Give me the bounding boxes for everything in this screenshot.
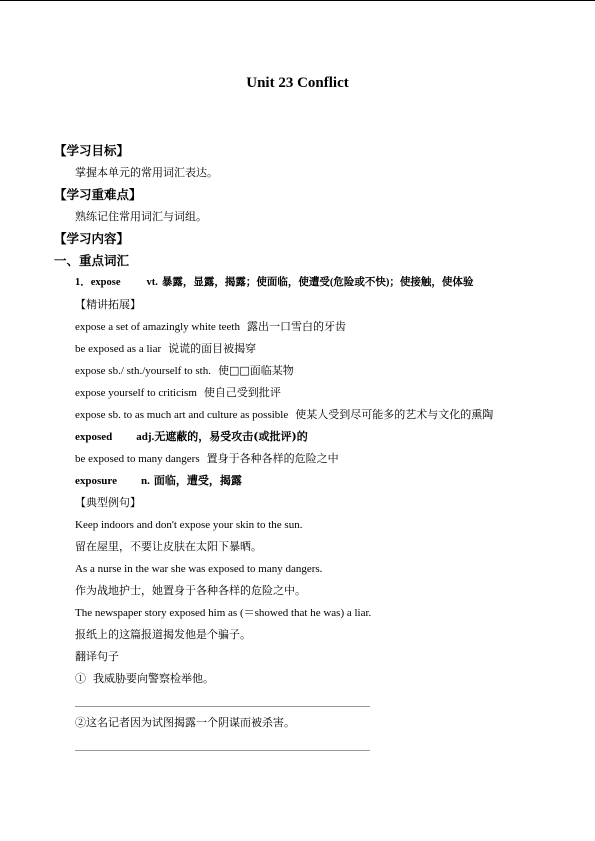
phrase-english: expose sb. to as much art and culture as possible: [75, 409, 289, 421]
examples-heading: 【典型例句】: [75, 496, 141, 509]
translate-item: [75, 716, 295, 730]
phrase-chinese: 使自己受到批评: [203, 386, 281, 399]
phrase-english: expose sb./ sth./yourself to sth.: [75, 365, 211, 377]
derived-meaning: 无遮蔽的，易受攻击(或批评)的: [154, 430, 308, 443]
derived-word: exposure: [75, 475, 117, 487]
key-points-heading: 【学习重难点】: [54, 187, 142, 202]
item-text: 我威胁要向警察检举他。: [93, 672, 214, 685]
derived-meaning: 面临，遭受，揭露: [153, 474, 242, 487]
part-of-speech: vt.: [146, 277, 158, 288]
item-number: ①: [75, 672, 86, 685]
phrase-chinese: 露出一口雪白的牙齿: [246, 320, 346, 333]
goals-heading: 【学习目标】: [54, 143, 130, 158]
translate-item: [75, 672, 214, 686]
phrase-line: [75, 342, 256, 356]
answer-blank-line[interactable]: [75, 706, 370, 707]
example-chinese: 作为战地护士，她置身于各种各样的危险之中。: [75, 584, 306, 597]
phrase-line: [75, 364, 294, 378]
item-text: 这名记者因为试图揭露一个阴谋而被杀害。: [86, 716, 295, 729]
phrase-english: expose yourself to criticism: [75, 387, 197, 399]
word-entry-expose: [75, 276, 473, 290]
example-chinese: 报纸上的这篇报道揭发他是个骗子。: [75, 628, 251, 641]
phrase-chinese: 置身于各种各样的危险之中: [206, 452, 339, 465]
phrase-chinese: 说谎的面目被揭穿: [168, 342, 257, 355]
phrase-line: [75, 320, 346, 334]
phrase-line: [75, 386, 281, 400]
phrase-english: expose a set of amazingly white teeth: [75, 321, 240, 333]
example-english: As a nurse in the war she was exposed to many dangers.: [75, 563, 323, 575]
example-english: Keep indoors and don't expose your skin to the sun.: [75, 519, 303, 531]
derived-word-exposed: [75, 430, 308, 444]
translate-heading: 翻译句子: [75, 650, 119, 663]
goals-text: 掌握本单元的常用词汇表达。: [75, 166, 218, 179]
phrase-english: be exposed to many dangers: [75, 453, 200, 465]
example-chinese: 留在屋里，不要让皮肤在太阳下暴晒。: [75, 540, 262, 553]
phrase-chinese: 使□□面临某物: [217, 364, 294, 377]
phrase-chinese: 使某人受到尽可能多的艺术与文化的熏陶: [295, 408, 494, 421]
phrase-english: be exposed as a liar: [75, 343, 162, 355]
phrase-line: [75, 408, 493, 422]
vocab-heading: 一、重点词汇: [54, 253, 130, 268]
key-points-text: 熟练记住常用词汇与词组。: [75, 210, 207, 223]
expansion-heading: 【精讲拓展】: [75, 298, 141, 311]
part-of-speech: adj.: [136, 431, 155, 443]
phrase-line: [75, 452, 339, 466]
document-title: Unit 23 Conflict: [246, 75, 349, 91]
headword: 1．expose: [75, 277, 121, 288]
derived-word: exposed: [75, 431, 113, 443]
item-number: ②: [75, 716, 86, 729]
example-english: The newspaper story exposed him as (＝showed that he was) a liar.: [75, 607, 372, 619]
part-of-speech: n.: [140, 475, 150, 487]
answer-blank-line[interactable]: [75, 750, 370, 751]
derived-word-exposure: [75, 474, 242, 488]
word-meaning: 暴露，显露，揭露；使面临，使遭受(危险或不快)；使接触，使体验: [161, 277, 474, 288]
top-border-line: [0, 0, 595, 1]
content-heading: 【学习内容】: [54, 231, 130, 246]
